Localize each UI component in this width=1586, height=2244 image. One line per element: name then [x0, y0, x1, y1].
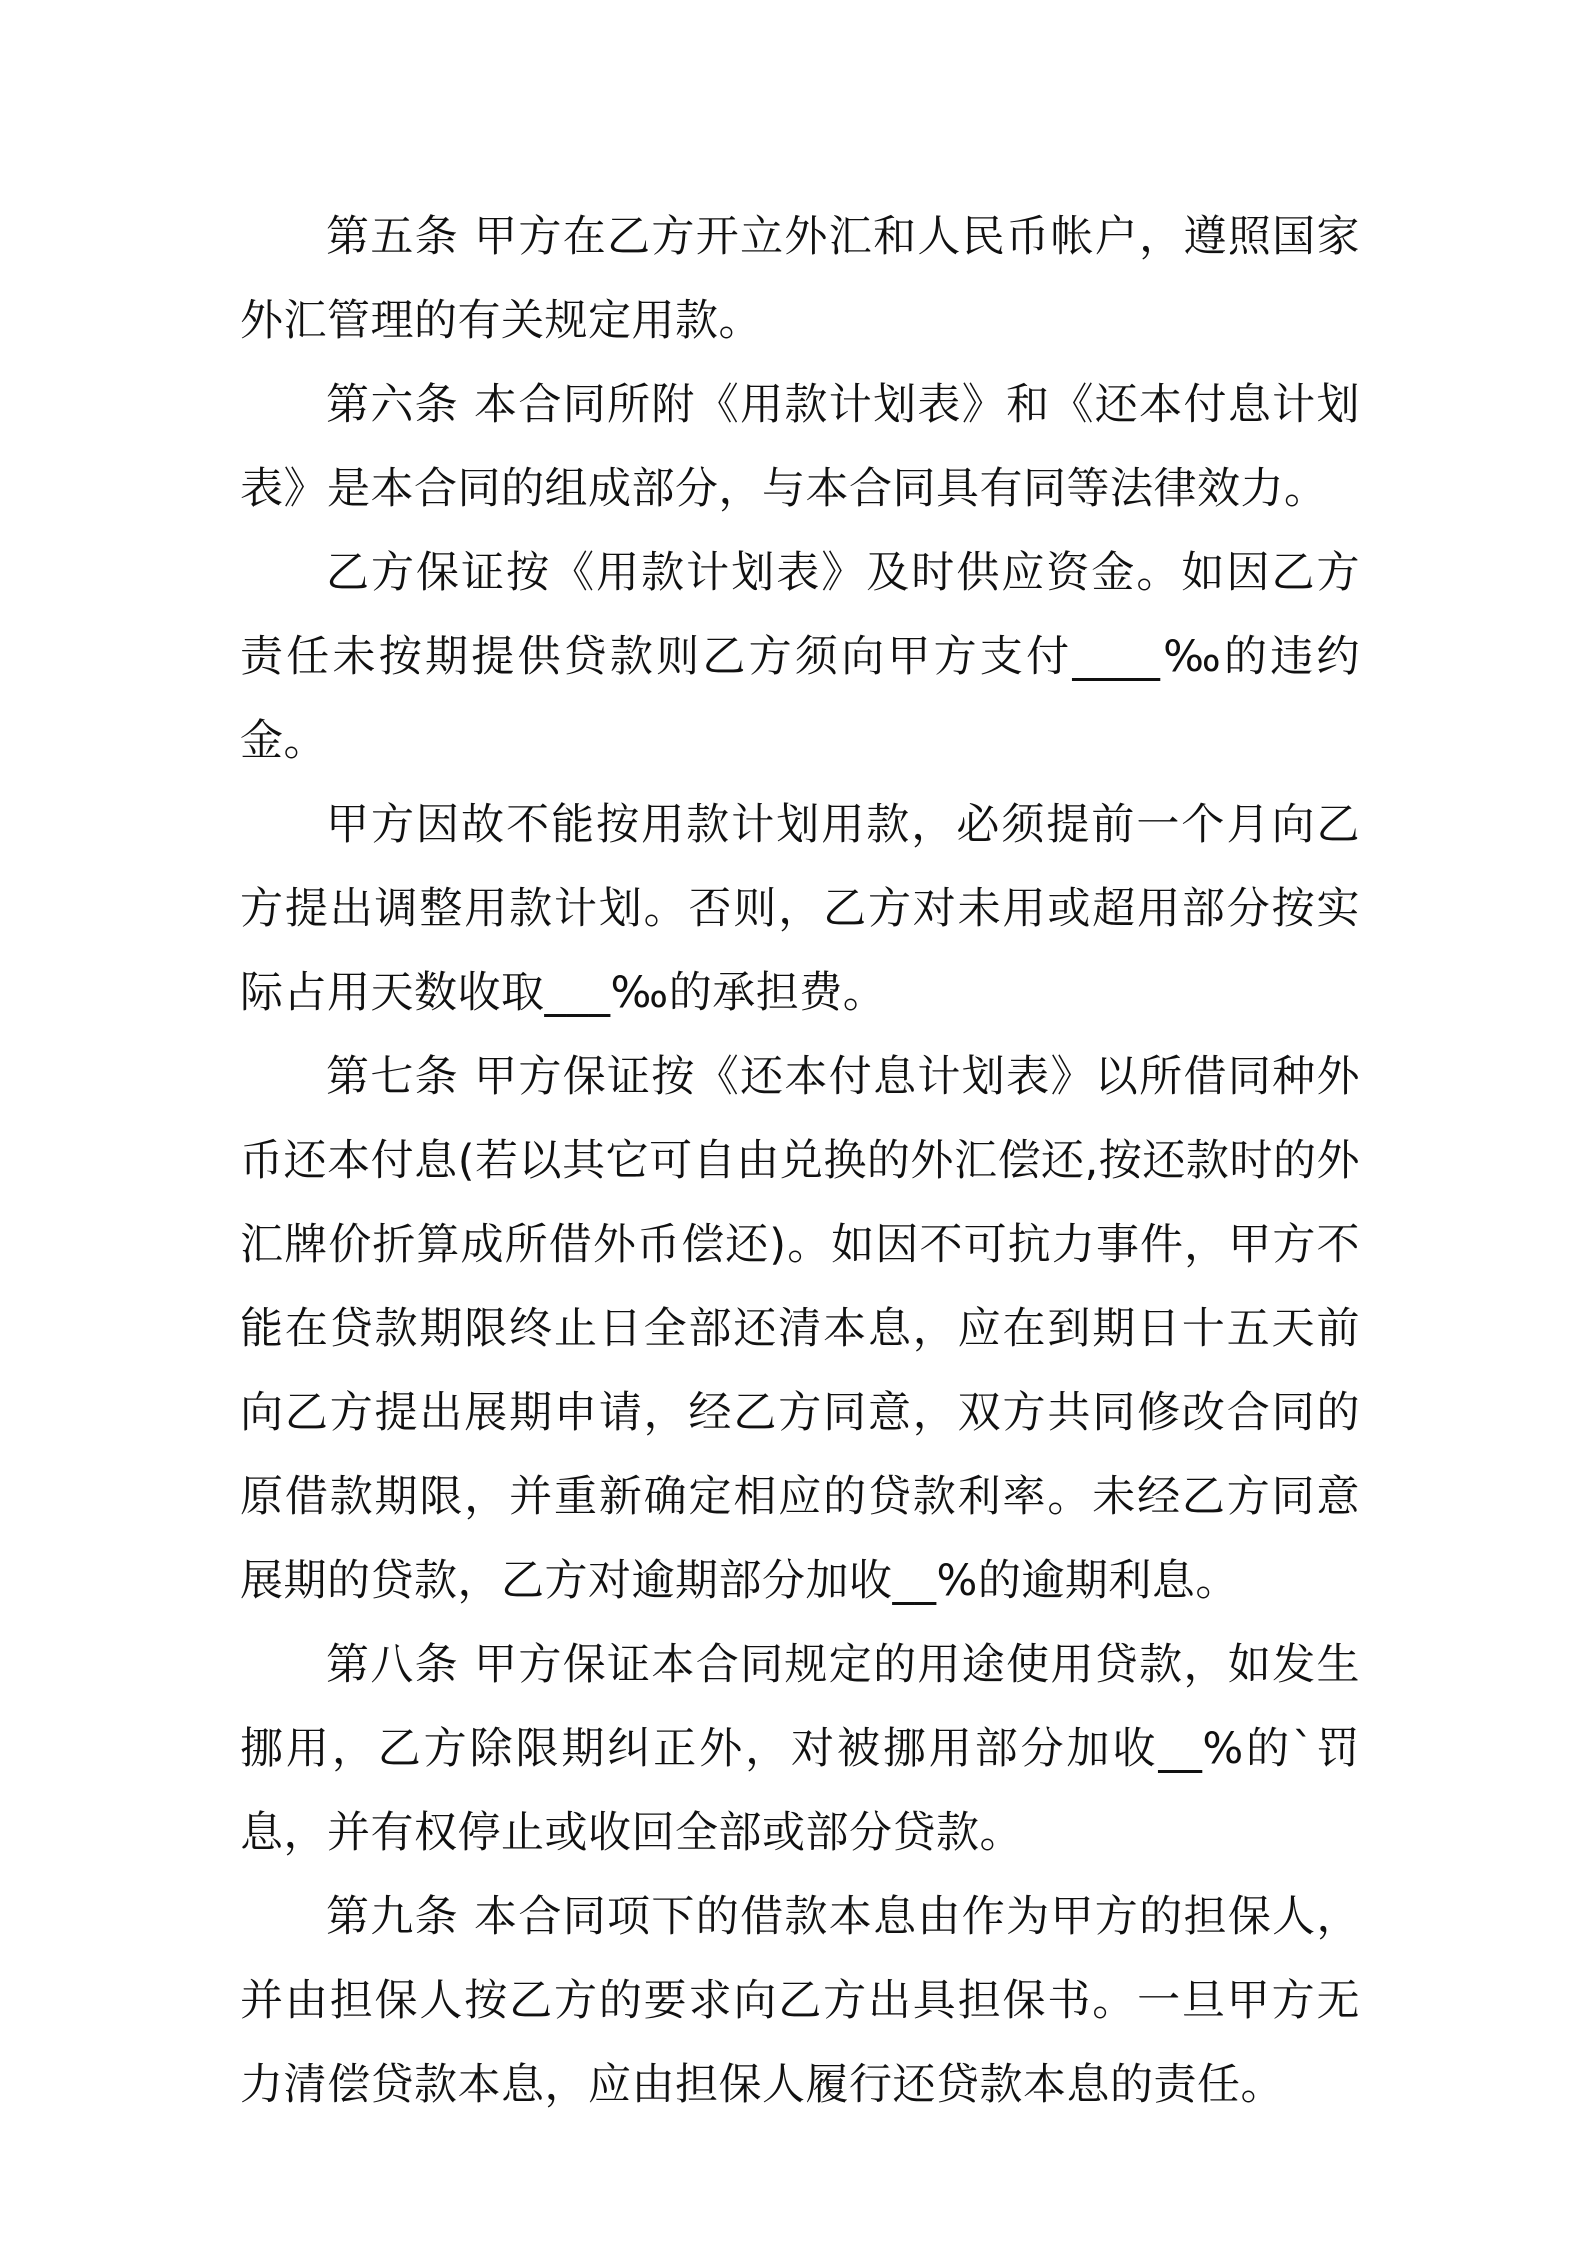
funding-guarantee-paragraph: 乙方保证按《用款计划表》及时供应资金。如因乙方责任未按期提供贷款则乙方须向甲方支付____‰的违约金。: [240, 548, 1360, 766]
article-8-paragraph: 第八条 甲方保证本合同规定的用途使用贷款，如发生挪用，乙方除限期纠正外，对被挪用部分加收__%的`罚息，并有权停止或收回全部或部分贷款。: [240, 1640, 1360, 1858]
article-5-paragraph: 第五条 甲方在乙方开立外汇和人民币帐户，遵照国家外汇管理的有关规定用款。: [240, 212, 1360, 346]
article-9-paragraph: 第九条 本合同项下的借款本息由作为甲方的担保人，并由担保人按乙方的要求向乙方出具担保书。一旦甲方无力清偿贷款本息，应由担保人履行还贷款本息的责任。: [240, 1892, 1360, 2110]
article-7-paragraph: 第七条 甲方保证按《还本付息计划表》以所借同种外币还本付息(若以其它可自由兑换的外汇偿还,按还款时的外汇牌价折算成所借外币偿还)。如因不可抗力事件，甲方不能在贷款期限终止日全部还清本息，应在到期日十五天前向乙方提出展期申请，经乙方同意，双方共同修改合同的原借款期限，并重新确定相应的贷款利率。未经乙方同意展期的贷款，乙方对逾期部分加收__%的逾期利息。: [240, 1052, 1360, 1606]
article-6-paragraph: 第六条 本合同所附《用款计划表》和《还本付息计划表》是本合同的组成部分，与本合同具有同等法律效力。: [240, 380, 1360, 514]
contract-text-body: [240, 195, 1360, 2127]
drawdown-adjustment-paragraph: 甲方因故不能按用款计划用款，必须提前一个月向乙方提出调整用款计划。否则，乙方对未用或超用部分按实际占用天数收取___‰的承担费。: [240, 800, 1360, 1018]
